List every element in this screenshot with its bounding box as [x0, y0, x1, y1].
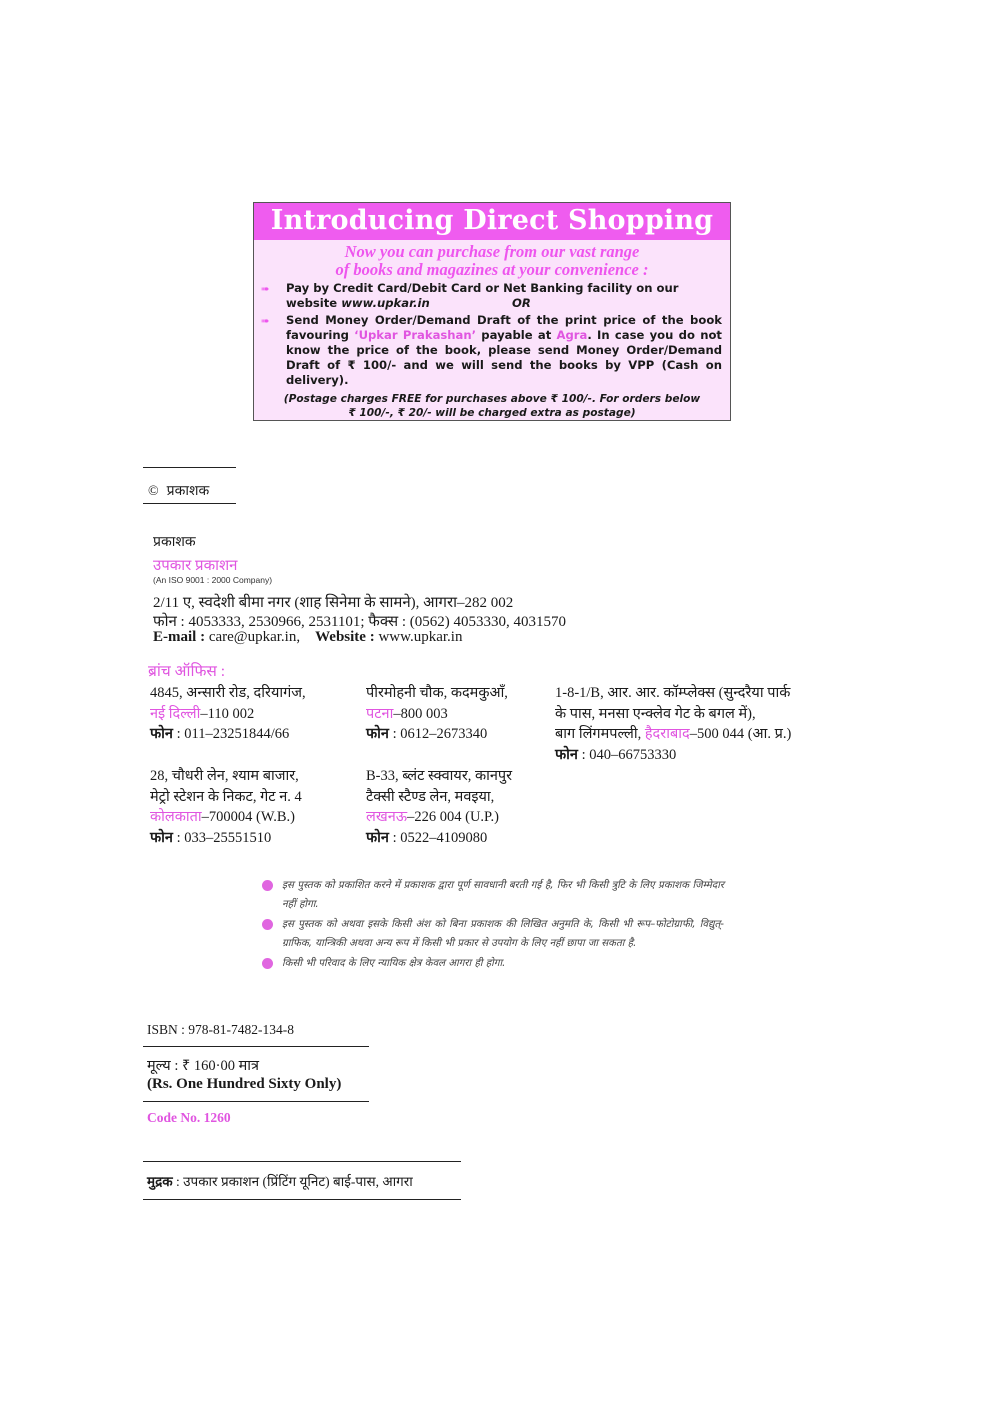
price: मूल्य : ₹ 160·00 मात्र: [147, 1058, 260, 1074]
branch-pin: –110 002: [200, 705, 255, 722]
branch-address-2: टैक्सी स्टैण्ड लेन, मवइया,: [366, 788, 495, 805]
branch-phone: [555, 745, 791, 766]
phone-label: फोन: [150, 726, 173, 742]
divider: [143, 467, 236, 468]
branch-locality: बाग लिंगमपल्ली,: [555, 726, 645, 742]
isbn: ISBN : 978-81-7482-134-8: [147, 1022, 294, 1037]
divider: [143, 1101, 369, 1102]
divider: [143, 1161, 461, 1162]
ad-item2-text-b: payable at: [476, 328, 557, 342]
branch-phone: [150, 724, 306, 745]
ad-note-line1: (Postage charges FREE for purchases above ₹ 100/-. For orders below: [283, 393, 701, 405]
branch-lucknow: [366, 766, 512, 848]
branch-city-line: [366, 704, 508, 725]
printer-text: : उपकार प्रकाशन (प्रिंटिंग यूनिट) बाई-पास, आगरा: [172, 1174, 413, 1189]
branch-address: 4845, अन्सारी रोड, दरियागंज,: [150, 685, 306, 701]
ad-website-link[interactable]: www.upkar.in: [341, 296, 430, 310]
branch-address-2: मेट्रो स्टेशन के निकट, गेट न. 4: [150, 788, 302, 805]
phone-label: फोन: [555, 746, 578, 763]
printer-line: [147, 1172, 413, 1190]
ad-postage-note: [254, 392, 730, 420]
phone-number: : 033–25551510: [172, 829, 272, 846]
ad-item1-line1: Pay by Credit Card/Debit Card or Net Banking facility on our: [286, 281, 679, 295]
direct-shopping-ad: [253, 202, 731, 421]
branch-pin: –800 003: [393, 705, 448, 722]
branch-kolkata: [150, 766, 302, 848]
website-link[interactable]: www.upkar.in: [374, 629, 463, 645]
phone-number: : 011–23251844/66: [172, 726, 290, 742]
phone-number: : 040–66753330: [577, 746, 677, 763]
branch-patna: [366, 683, 508, 745]
publisher-label: प्रकाशक: [153, 535, 196, 550]
ad-item2-text-c: . In case you do not know the price of the book, please send Money Order/Demand Draft of ₹ 100/- and we will send the books by VPP (Cash on delivery).: [286, 328, 722, 387]
publisher-name: उपकार प्रकाशन: [153, 558, 238, 574]
ad-item-card-payment: [261, 281, 722, 311]
arrow-bullet-icon: ➠: [261, 284, 270, 295]
divider: [143, 1046, 369, 1047]
website-label: Website :: [315, 629, 375, 645]
phone-label: फोन: [366, 829, 389, 846]
branch-city-line: [555, 724, 791, 745]
email-link[interactable]: care@upkar.in,: [205, 629, 301, 645]
ad-item1-text: website: [286, 296, 342, 310]
branch-city-line: [150, 807, 302, 828]
note-text: इस पुस्तक को अथवा इसके किसी अंश को बिना प्रकाशक की लिखित अनुमति के, किसी भी रूप–फोटोग्राफी, विद्युत्-ग्राफिक, यान्त्रिकी अथवा अन्य रूप में किसी भी प्रकार से उपयोग के लिए नहीं छापा जा सकता है.: [282, 919, 724, 949]
branch-pin: –226 004 (U.P.): [407, 809, 499, 825]
ad-note-line2: ₹ 100/-, ₹ 20/- will be charged extra as postage): [348, 407, 636, 419]
ad-item2-publisher: ‘Upkar Prakashan’: [354, 328, 477, 342]
ad-item2-text-a: Send Money Order/Demand Draft of the print price of the book favouring: [286, 313, 722, 342]
bullet-dot-icon: [262, 919, 273, 930]
branch-offices-title: ब्रांच ऑफिस :: [148, 663, 226, 680]
code-number: Code No. 1260: [147, 1110, 231, 1125]
branch-pin: –500 044 (आ. प्र.): [689, 726, 792, 742]
branch-city: कोलकाता: [150, 809, 202, 825]
branch-phone: [366, 724, 508, 745]
copyright-line: [148, 481, 209, 500]
branch-phone: [366, 828, 512, 849]
divider: [143, 503, 236, 504]
copyright-icon: ©: [148, 484, 159, 499]
ad-subtitle: [254, 243, 730, 279]
branch-pin: –700004 (W.B.): [201, 809, 295, 825]
publisher-address: 2/11 ए, स्वदेशी बीमा नगर (शाह सिनेमा के सामने), आगरा–282 002: [153, 595, 514, 611]
note-text: किसी भी परिवाद के लिए न्यायिक क्षेत्र केवल आगरा ही होगा.: [282, 958, 506, 969]
phone-label: फोन: [366, 726, 389, 742]
iso-certification: (An ISO 9001 : 2000 Company): [153, 575, 273, 585]
ad-item1-line2: [286, 296, 722, 311]
bullet-dot-icon: [262, 958, 273, 969]
branch-city: पटना: [366, 705, 394, 722]
arrow-bullet-icon: ➠: [261, 316, 270, 327]
divider: [143, 1199, 461, 1200]
branch-phone: [150, 828, 302, 849]
ad-subtitle-line1: Now you can purchase from our vast range: [344, 242, 640, 261]
branch-address: 28, चौधरी लेन, श्याम बाजार,: [150, 768, 299, 784]
branch-address: B-33, ब्लंट स्क्वायर, कानपुर: [366, 768, 513, 784]
ad-item-money-order: [261, 313, 722, 388]
bullet-dot-icon: [262, 880, 273, 891]
phone-number: : 0612–2673340: [388, 726, 488, 742]
branch-city: नई दिल्ली: [150, 705, 201, 722]
legal-notes: [262, 877, 724, 976]
branch-delhi: [150, 683, 306, 745]
ad-or-label: OR: [512, 296, 531, 310]
branch-city-line: [150, 704, 306, 725]
ad-subtitle-line2: of books and magazines at your convenience :: [335, 260, 649, 279]
legal-note: [262, 955, 724, 974]
price-in-words: (Rs. One Hundred Sixty Only): [147, 1076, 342, 1092]
copyright-holder: प्रकाशक: [166, 484, 210, 499]
publisher-phone: फोन : 4053333, 2530966, 2531101; फैक्स : (0562) 4053330, 4031570: [153, 614, 567, 630]
legal-note: [262, 877, 724, 914]
branch-hyderabad: [555, 683, 791, 765]
branch-address: पीरमोहनी चौक, कदमकुआँ,: [366, 685, 508, 701]
branch-city: लखनऊ: [366, 809, 408, 825]
publisher-contact: [153, 629, 462, 646]
printer-label: मुद्रक: [147, 1174, 173, 1189]
phone-number: : 0522–4109080: [388, 829, 488, 846]
email-label: E-mail :: [153, 629, 206, 645]
branch-city-line: [366, 807, 512, 828]
branch-city: हैदराबाद: [644, 726, 690, 742]
branch-address: 1-8-1/B, आर. आर. कॉम्प्लेक्स (सुन्दरैया पार्क: [555, 685, 791, 701]
note-text: इस पुस्तक को प्रकाशित करने में प्रकाशक द्वारा पूर्ण सावधानी बरती गई है, फिर भी किसी त्रुटि के लिए प्रकाशक जिम्मेदार नहीं होगा.: [282, 880, 724, 910]
ad-item2-city: Agra: [556, 328, 588, 342]
branch-address-2: के पास, मनसा एन्क्लेव गेट के बगल में),: [555, 705, 756, 722]
phone-label: फोन: [150, 829, 173, 846]
legal-note: [262, 916, 724, 953]
ad-title: Introducing Direct Shopping: [254, 203, 730, 240]
